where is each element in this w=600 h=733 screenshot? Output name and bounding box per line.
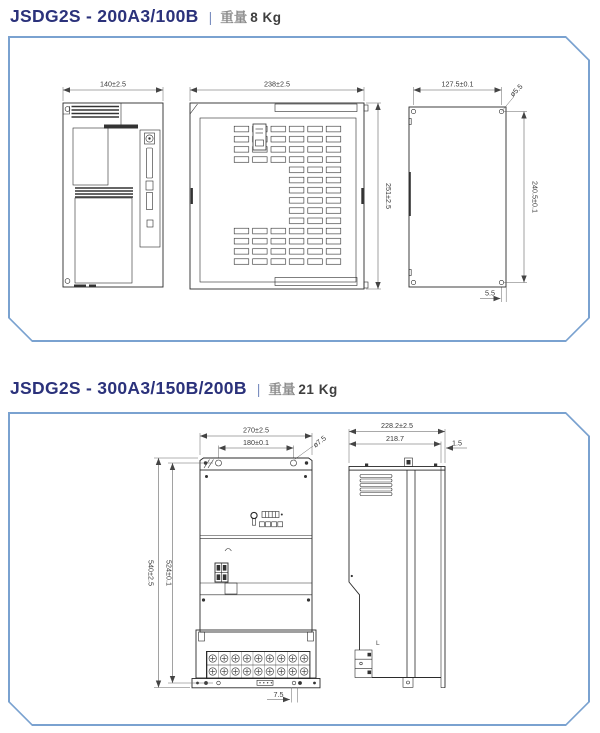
- model2-title: [10, 378, 338, 399]
- title-separator: |: [208, 9, 213, 25]
- front-hole-dim: ø7.5: [311, 433, 328, 450]
- model1-drawing-panel: [8, 36, 590, 342]
- mounting-edge-dim: 5.5: [485, 288, 495, 298]
- weight-label: 重量: [268, 382, 296, 397]
- model2-drawing-panel: [8, 412, 590, 726]
- title-separator: |: [256, 381, 261, 397]
- top-height-dim: 251±2.5: [384, 183, 393, 209]
- mounting-width-dim: 127.5±0.1: [441, 79, 474, 89]
- front-width-dim: 140±2.5: [100, 79, 126, 89]
- model1-title: [10, 6, 282, 27]
- model1-name: JSDG2S - 200A3/100B: [10, 6, 199, 26]
- mounting-hole-dim: ø5.5: [507, 81, 525, 99]
- mounting-height-dim: 240.5±0.1: [530, 181, 540, 213]
- model2-name: JSDG2S - 300A3/150B/200B: [10, 378, 247, 398]
- top-width-dim: 238±2.5: [264, 79, 290, 89]
- plate-dim: 1.5: [452, 438, 462, 448]
- hole-height-dim: 524±0.1: [164, 560, 174, 586]
- front-height-dim: 540±2.5: [146, 560, 156, 586]
- weight-value: 8 Kg: [250, 10, 282, 25]
- side-width-dim: 228.2±2.5: [381, 421, 413, 430]
- front-width-dim: 270±2.5: [243, 425, 269, 435]
- hole-spacing-dim: 180±0.1: [243, 438, 269, 447]
- side-marking: L: [376, 640, 380, 647]
- weight-value: 21 Kg: [298, 382, 338, 397]
- bottom-offset-dim: 7.5: [273, 690, 284, 699]
- weight-label: 重量: [220, 10, 248, 25]
- side-depth-dim: 218.7: [386, 434, 404, 443]
